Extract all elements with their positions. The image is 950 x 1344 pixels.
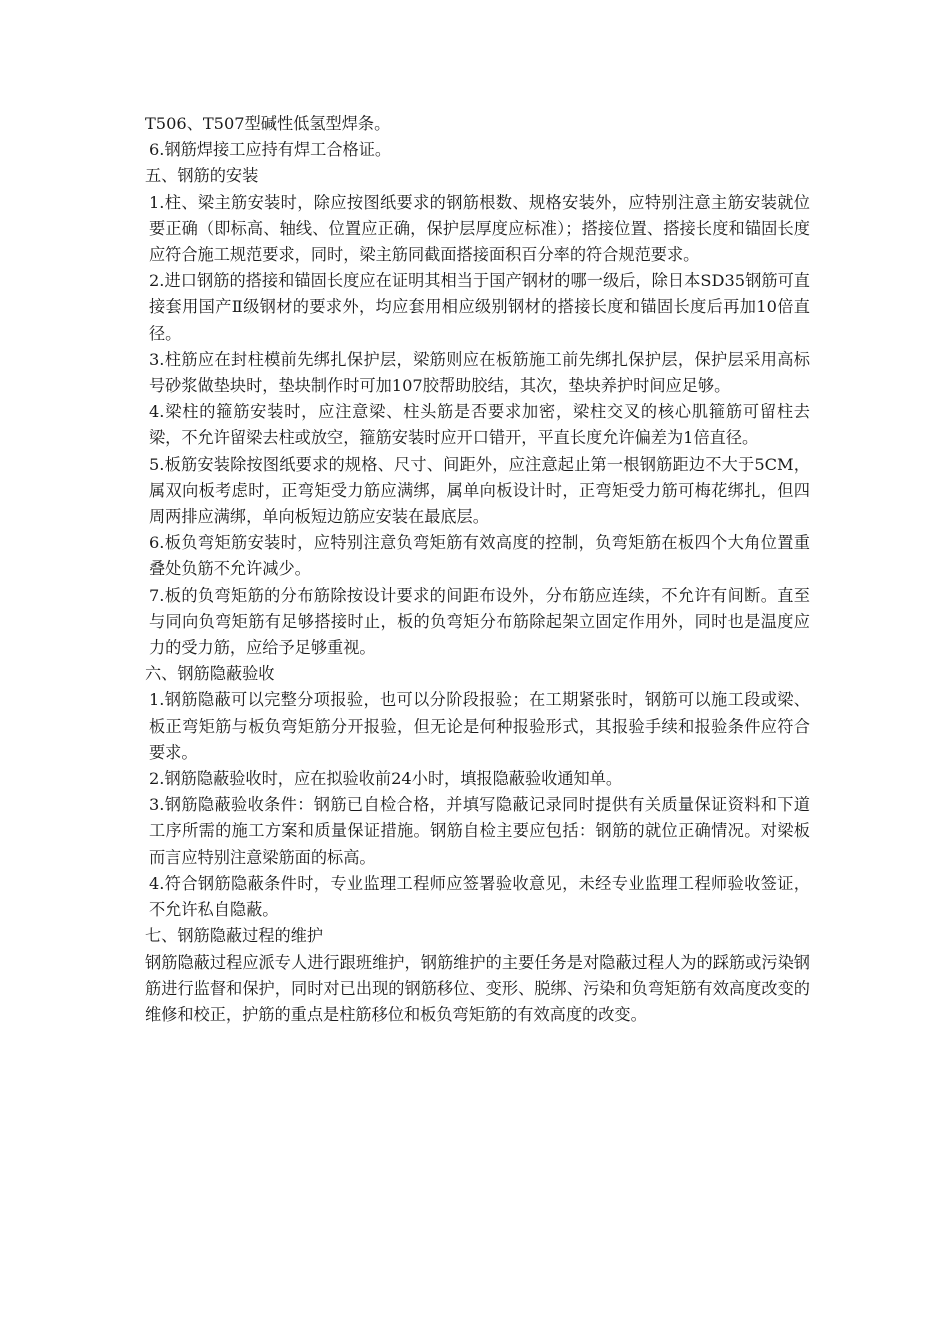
paragraph-continuation: T506、T507型碱性低氢型焊条。 — [145, 114, 391, 133]
paragraph-item: 4.符合钢筋隐蔽条件时，专业监理工程师应签署验收意见，未经专业监理工程师验收签证，不允许私自隐蔽。 — [149, 873, 810, 920]
paragraph-item: 2.钢筋隐蔽验收时，应在拟验收前24小时，填报隐蔽验收通知单。 — [149, 769, 623, 789]
paragraph-item: 5.板筋安装除按图纸要求的规格、尺寸、间距外，应注意起止第一根钢筋距边不大于5CM，属双向板考虑时，正弯矩受力筋应满绑，属单向板设计时，正弯矩受力筋可梅花绑扎，但四周两排应满绑，单向板短边筋应安装在最底层。 — [149, 454, 810, 527]
paragraph-item: 6.钢筋焊接工应持有焊工合格证。 — [149, 140, 392, 160]
paragraph-item: 3.柱筋应在封柱模前先绑扎保护层，梁筋则应在板筋施工前先绑扎保护层，保护层采用高标号砂浆做垫块时，垫块制作时可加107胶帮助胶结，其次，垫块养护时间应足够。 — [149, 349, 810, 396]
section-heading: 六、钢筋隐蔽验收 — [145, 664, 275, 684]
section-heading: 五、钢筋的安装 — [145, 166, 259, 186]
paragraph-item: 6.板负弯矩筋安装时，应特别注意负弯矩筋有效高度的控制，负弯矩筋在板四个大角位置重叠处负筋不允许减少。 — [149, 533, 810, 579]
paragraph-body: 钢筋隐蔽过程应派专人进行跟班维护，钢筋维护的主要任务是对隐蔽过程人为的踩筋或污染钢筋进行监督和保护，同时对已出现的钢筋移位、变形、脱绑、污染和负弯矩筋有效高度改变的维修和校正，护筋的重点是柱筋移位和板负弯矩筋的有效高度的改变。 — [145, 952, 810, 1024]
paragraph-item: 4.梁柱的箍筋安装时，应注意梁、柱头筋是否要求加密，梁柱交叉的核心肌箍筋可留柱去梁，不允许留梁去柱或放空，箍筋安装时应开口错开，平直长度允许偏差为1倍直径。 — [149, 402, 810, 448]
document-body — [145, 111, 810, 1028]
section-heading: 七、钢筋隐蔽过程的维护 — [145, 926, 324, 946]
paragraph-item: 7.板的负弯矩筋的分布筋除按设计要求的间距布设外，分布筋应连续，不允许有间断。直至与同向负弯矩筋有足够搭接时止，板的负弯矩分布筋除起架立固定作用外，同时也是温度应力的受力筋，应给予足够重视。 — [149, 585, 810, 658]
paragraph-item: 3.钢筋隐蔽验收条件：钢筋已自检合格，并填写隐蔽记录同时提供有关质量保证资料和下道工序所需的施工方案和质量保证措施。钢筋自检主要应包括：钢筋的就位正确情况。对梁板而言应特别注意梁筋面的标高。 — [149, 795, 810, 867]
paragraph-item: 1.柱、梁主筋安装时，除应按图纸要求的钢筋根数、规格安装外，应特别注意主筋安装就位要正确（即标高、轴线、位置应正确，保护层厚度应标准）；搭接位置、搭接长度和锚固长度应符合施工规范要求，同时，梁主筋同截面搭接面积百分率的符合规范要求。 — [149, 192, 810, 265]
paragraph-item: 1.钢筋隐蔽可以完整分项报验，也可以分阶段报验；在工期紧张时，钢筋可以施工段或梁、板正弯矩筋与板负弯矩筋分开报验，但无论是何种报验形式，其报验手续和报验条件应符合要求。 — [149, 690, 810, 762]
paragraph-item: 2.进口钢筋的搭接和锚固长度应在证明其相当于国产钢材的哪一级后，除日本SD35钢筋可直接套用国产Ⅱ级钢材的要求外，均应套用相应级别钢材的搭接长度和锚固长度后再加10倍直径。 — [149, 271, 810, 343]
